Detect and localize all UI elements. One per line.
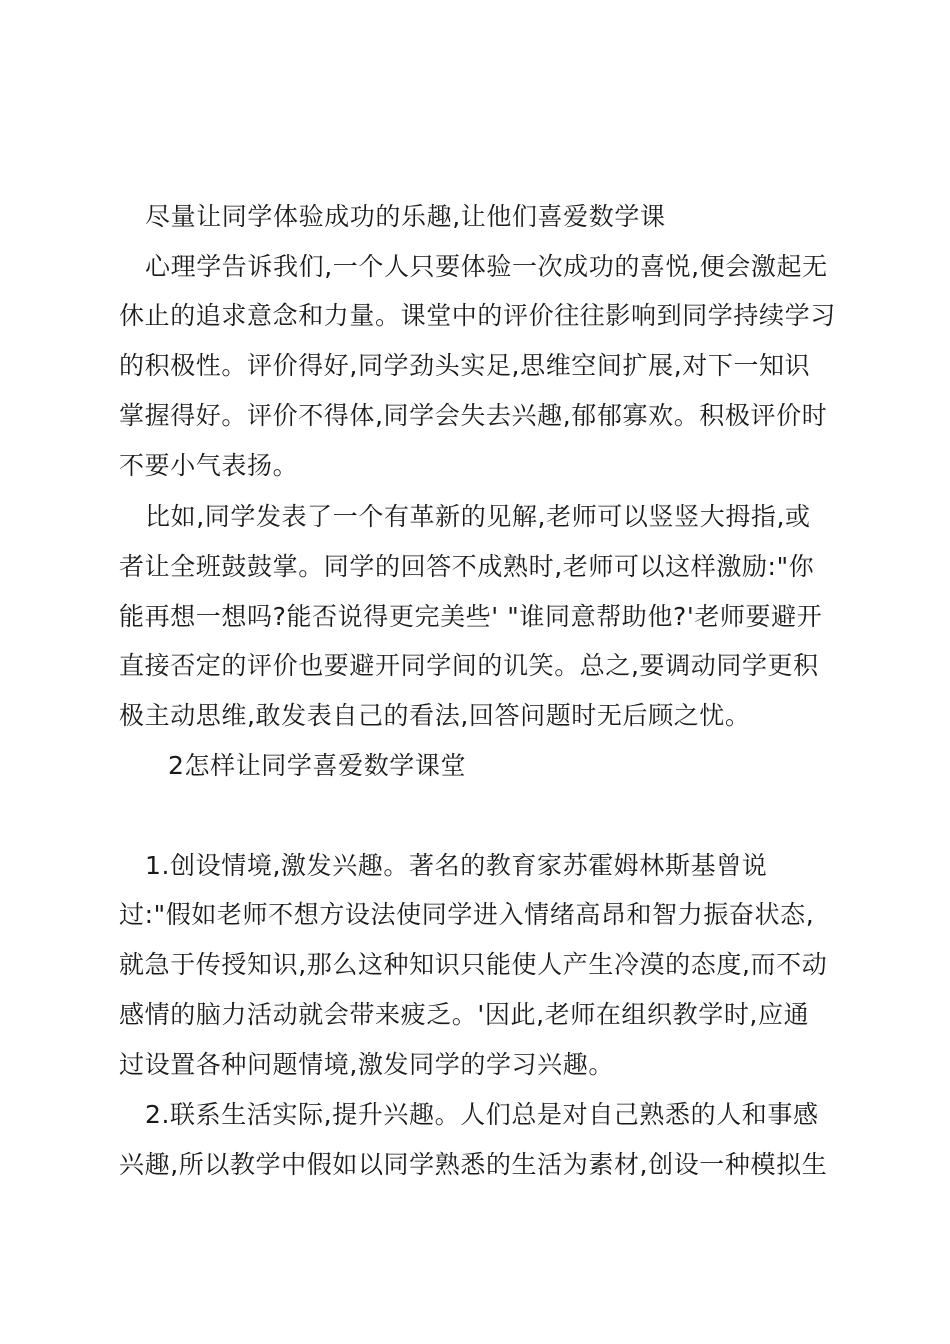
paragraph-line: 过:"假如老师不想方设法使同学进入情绪高昂和智力振奋状态,: [119, 900, 815, 929]
paragraph-line: 过设置各种问题情境,激发同学的学习兴趣。: [119, 1050, 614, 1079]
paragraph-line: 休止的追求意念和力量。课堂中的评价往往影响到同学持续学习: [119, 301, 836, 330]
paragraph-line: 不要小气表扬。: [119, 451, 299, 480]
paragraph-line: 直接否定的评价也要避开同学间的讥笑。总之,要调动同学更积: [119, 651, 819, 680]
paragraph-line: 就急于传授知识,那么这种知识只能使人产生冷漠的态度,而不动: [119, 950, 828, 979]
section-heading-1: 尽量让同学体验成功的乐趣,让他们喜爱数学课: [145, 202, 666, 231]
paragraph-line: 比如,同学发表了一个有革新的见解,老师可以竖竖大拇指,或: [145, 502, 811, 531]
paragraph-line: 1.创设情境,激发兴趣。著名的教育家苏霍姆林斯基曾说: [145, 851, 768, 880]
paragraph-line: 能再想一想吗?能否说得更完美些' "谁同意帮助他?'老师要避开: [119, 602, 823, 631]
paragraph-line: 感情的脑力活动就会带来疲乏。'因此,老师在组织教学时,应通: [119, 1000, 810, 1029]
paragraph-line: 兴趣,所以教学中假如以同学熟悉的生活为素材,创设一种模拟生: [119, 1150, 828, 1179]
paragraph-line: 2.联系生活实际,提升兴趣。人们总是对自己熟悉的人和事感: [145, 1100, 819, 1129]
paragraph-line: 的积极性。评价得好,同学劲头实足,思维空间扩展,对下一知识: [119, 351, 811, 380]
paragraph-line: 者让全班鼓鼓掌。同学的回答不成熟时,老师可以这样激励:"你: [119, 552, 815, 581]
paragraph-line: 掌握得好。评价不得体,同学会失去兴趣,郁郁寡欢。积极评价时: [119, 401, 828, 430]
paragraph-line: 心理学告诉我们,一个人只要体验一次成功的喜悦,便会激起无: [145, 252, 828, 281]
paragraph-line: 极主动思维,敢发表自己的看法,回答问题时无后顾之忧。: [119, 701, 751, 730]
section-heading-2: 2怎样让同学喜爱数学课堂: [168, 751, 467, 780]
